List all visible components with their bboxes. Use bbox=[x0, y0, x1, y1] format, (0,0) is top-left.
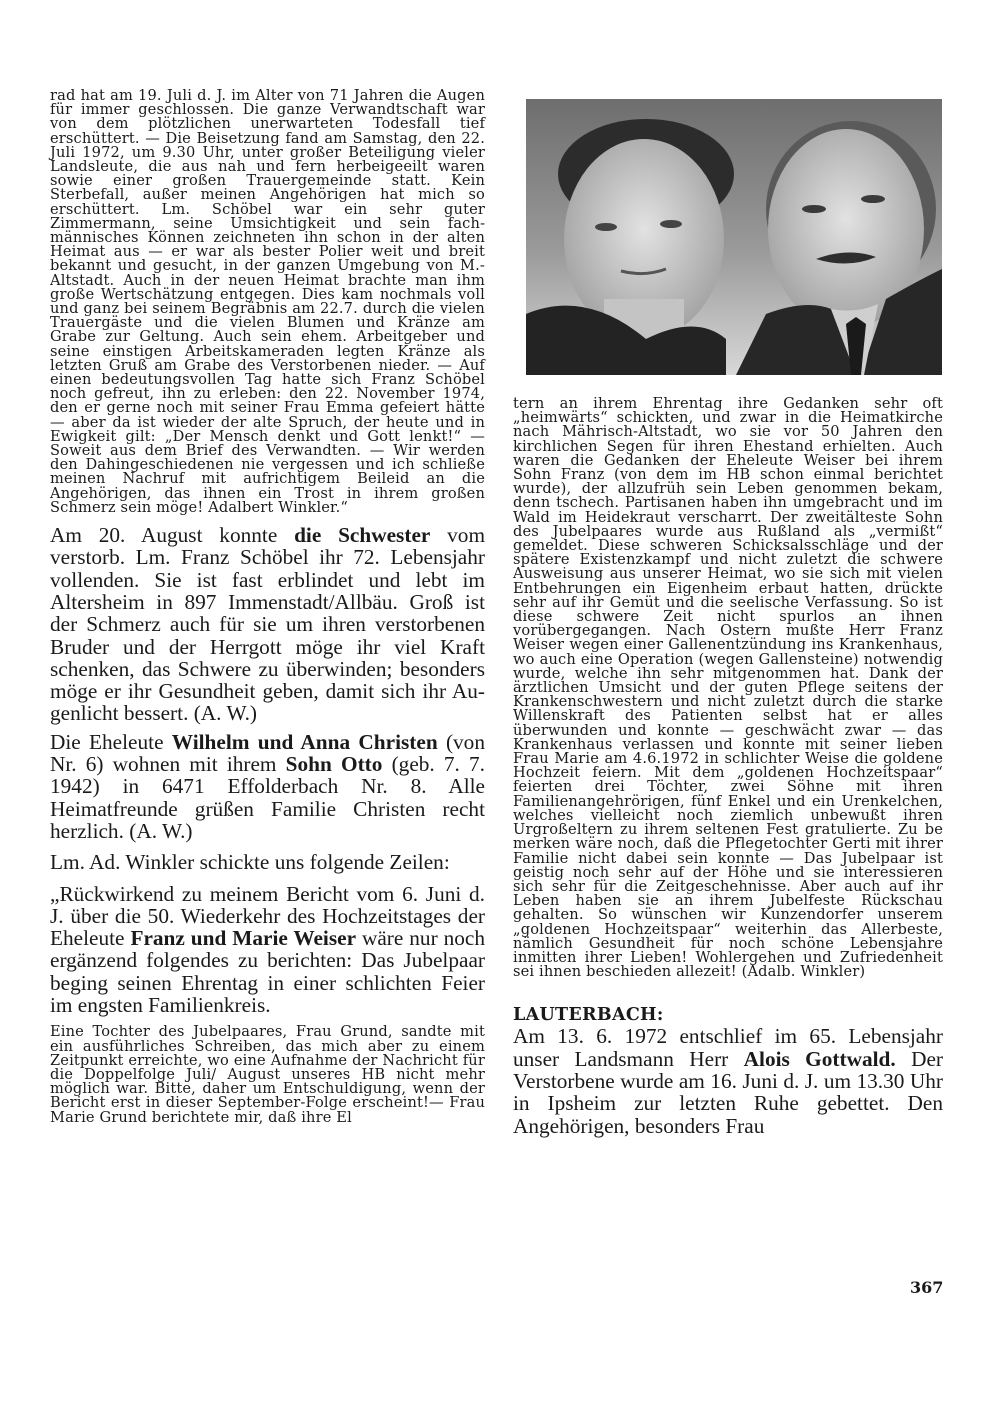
sister-name-bold: die Schwester bbox=[294, 523, 431, 548]
left-column bbox=[50, 89, 485, 1125]
daughter-paragraph: Eine Tochter des Jubelpaares, Frau Grund, sandte mit ein ausführliches Schreiben, das mich aber zu einem Zeitpunkt erreichte, wo eine Aufnahme der Nachricht für die Doppelfolge Juli/ August unseres HB nicht mehr möglich war. Bitte, daher um Entschuldigung, wenn der Bericht erst in dieser September-Folge erscheint!— Frau Marie Grund berichtete mir, daß ihre El bbox=[50, 1023, 485, 1126]
lauterbach-obituary-notice: Am 13. 6. 1972 entschlief im 65. Lebensjahr unser Landsmann Herr Alois Gottwald. Der Verstorbene wurde am 16. Juni d. J. um 13.30 Uhr in Ipsheim zur letzten Ruhe gebettet. Den Angehörigen, besonders Frau bbox=[513, 1024, 943, 1138]
couple-portrait-photo bbox=[526, 99, 942, 375]
right-column bbox=[513, 397, 943, 1137]
obituary-continuation: rad hat am 19. Juli d. J. im Alter von 71 Jahren die Augen für immer geschlossen. Die ganze Verwandtschaft war von dem plötzlichen unerwarteten Todesfall tief erschüttert. — Die Beisetzung fand am Samstag, den 22. Juli 1972, um 9.30 Uhr, unter großer Beteiligung vieler Landsleute, die aus nah und fern herbeigeeilt waren sowie einer großen Trauergemeinde statt. Kein Sterbefall, außer meinen Angehörigen hat mich so erschüttert. Lm. Schöbel war ein sehr guter Zimmermann, seine Umsichtigkeit und sein fachmännisches Können zeichneten ihn schon in der alten Heimat aus — er war als bester Polier weit und breit bekannt und gesucht, in der ganzen Umgebung von M.-Altstadt. Auch in der neuen Heimat brachte man ihm große Wertschätzung entgegen. Dies kam nochmals voll und ganz bei seinem Begräbnis am 22.7. durch die vielen Trauergäste und die vielen Blumen und Kränze am Grabe zur Geltung. Auch sein ehem. Arbeitgeber und seine einstigen Arbeitskameraden legten Kränze als letzten Gruß am Grabe des Verstorbenen nieder. — Auf einen bedeutungsvollen Tag hatte sich Franz Schöbel noch gefreut, ihn zu erleben: den 22. November 1974, den er gerne noch mit seiner Frau Emma gefeiert hätte — aber da ist wieder der alte Spruch, der heute und in Ewigkeit gilt: „Der Mensch denkt und Gott lenkt!“ — Soweit aus dem Brief des Verwandten. — Wir werden den Dahingeschiedenen nie vergessen und ich schließe meinen Nachruf mit aufrichtigem Beileid an die Angehörigen, das ihnen ein Trost in ihrem großen Schmerz sein möge! Adalbert Winkler.“ bbox=[50, 87, 485, 516]
winkler-intro: Lm. Ad. Winkler schickte uns folgende Zeilen: bbox=[50, 850, 450, 875]
page-number: 367 bbox=[910, 1278, 944, 1297]
christen-names-bold: Wilhelm und Anna Christen bbox=[171, 729, 438, 754]
weiser-report: „Rückwirkend zu meinem Bericht vom 6. Juni d. J. über die 50. Wiederkehr des Hochzeitstages der Eheleute Franz und Marie Weiser wäre nur noch ergänzend folgendes zu berichten: Das Jubelpaar beging seinen Ehrentag in einer schlichten Feier im engsten Familienkreis. bbox=[50, 881, 485, 1018]
weiser-continuation: tern an ihrem Ehrentag ihre Gedanken sehr oft „heimwärts“ schickten, und zwar in die Heimatkirche nach Mährisch-Altstadt, wo sie vor 50 Jahren den kirchlichen Segen für ihren Ehestand erhielten. Auch waren die Gedanken der Eheleute Weiser bei ihrem Sohn Franz (von dem im HB schon einmal berichtet wurde), der allzufrüh sein Leben genommen bekam, denn tschech. Partisanen haben ihn umgebracht und im Wald im Heidekraut verscharrt. Der zweitälteste Sohn des Jubelpaares wurde aus Rußland als „vermißt“ gemeldet. Diese schweren Schicksalsschläge und der spätere Existenzkampf und nicht zuletzt die schwere Ausweisung aus unserer Heimat, wo sie sich mit vielen Entbehrungen ein Eigenheim erbaut hatten, drückte sehr auf ihr Gemüt und die seelische Verfassung. So ist diese schwere Zeit nicht spurlos an ihnen vorübergegangen. Nach Ostern mußte Herr Franz Weiser wegen einer Gallenentzündung ins Krankenhaus, wo auch eine Operation (wegen Gallensteine) notwendig wurde, welche ihn sehr mitgenommen hat. Dank der ärztlichen Umsicht und der guten Pflege seitens der Krankenschwestern und nicht zuletzt durch die starke Willenskraft des Patienten selbst hat er alles überwunden und konnte — geschwächt zwar — das Krankenhaus verlassen und konnte mit seiner lieben Frau Marie am 4.6.1972 in schlichter Weise die goldene Hochzeit feiern. Mit dem „goldenen Hochzeitspaar“ feierten drei Töchter, zwei Söhne mit ihren Familienangehrörigen, fünf Enkel und ein Urenkelchen, welches vielleicht noch ziemlich unbewußt ihren Urgroßeltern zu ihrem seltenen Fest gratulierte. Zu be merken wäre noch, daß die Pflegetochter Gerti mit ihrer Familie nicht dabei sein konnte — Das Jubelpaar ist geistig noch sehr auf der Höhe und sie interessieren sich sehr für die Zeitgeschehnisse. Aber auch auf ihr Leben haben sie an ihrem Jubelfeste Rückschau gehalten. So wünschen wir Kunzendorfer unserem „goldenen Hochzeitspaar“ weiterhin das Allerbeste, nämlich Gesundheit für noch schöne Lebensjahre inmitten ihrer Lieben! Wohlergehen und Zufriedenheit sei ihnen beschieden allezeit! (Adalb. Winkler) bbox=[513, 395, 943, 981]
weiser-names-bold: Franz und Marie Weiser bbox=[130, 926, 357, 951]
son-name-bold: Sohn Otto bbox=[285, 752, 383, 777]
deceased-name-bold: Alois Gottwald. bbox=[743, 1046, 896, 1071]
christen-family-notice: Die Eheleute Wilhelm und Anna Christen (von Nr. 6) wohnen mit ihrem Sohn Otto (geb. 7. 7. 1942) in 6471 Effolderbach Nr. 8. Alle Heimatfreunde grüßen Familie Christen recht herzlich. (A. W.) bbox=[50, 729, 486, 843]
sister-birthday-notice: Am 20. August konnte die Schwester vom verstorb. Lm. Franz Schöbel ihr 72. Lebensjahr vollenden. Sie ist fast erblindet und lebt im Altersheim in 897 Immenstadt/Allbäu. Groß ist der Schmerz auch für sie um ihren verstorbenen Bruder und der Herrgott möge ihr viel Kraft schenken, das Schwere zu überwinden; besonders möge er ihr Gesundheit geben, damit sich ihr Augenlicht bessert. (A. W.) bbox=[50, 523, 486, 726]
section-heading-lauterbach: LAUTERBACH: bbox=[513, 1005, 664, 1026]
